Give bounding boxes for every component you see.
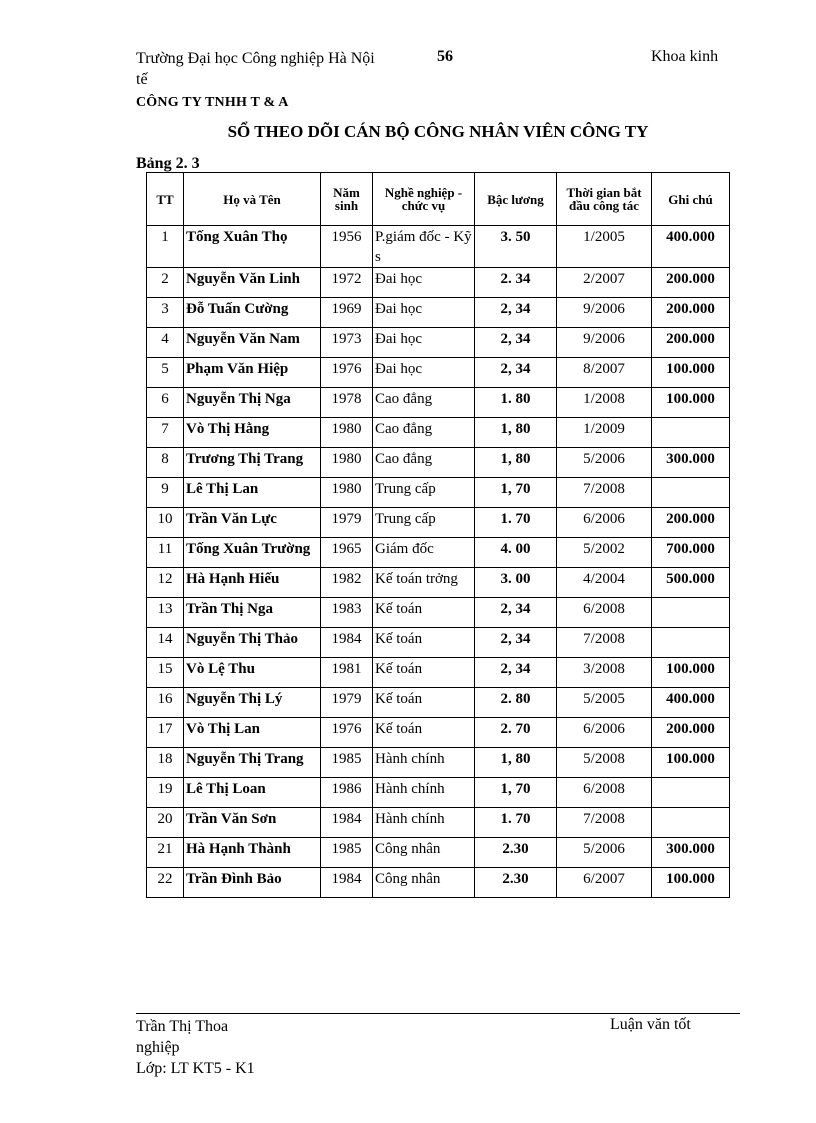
cell-tt: 4 bbox=[147, 328, 184, 358]
table-row bbox=[147, 718, 730, 748]
header-job: Nghề nghiệp - chức vụ bbox=[373, 173, 475, 226]
cell-level: 2. 80 bbox=[475, 688, 557, 718]
cell-job: Cao đẳng bbox=[373, 418, 475, 448]
cell-note bbox=[652, 598, 730, 628]
company-name: CÔNG TY TNHH T & A bbox=[136, 95, 289, 110]
cell-note: 200.000 bbox=[652, 268, 730, 298]
cell-year: 1982 bbox=[321, 568, 373, 598]
table-row bbox=[147, 448, 730, 478]
table-row bbox=[147, 838, 730, 868]
cell-name: Hà Hạnh Hiếu bbox=[184, 568, 321, 598]
cell-job: Hành chính bbox=[373, 778, 475, 808]
cell-job: Trung cấp bbox=[373, 508, 475, 538]
cell-name: Hà Hạnh Thành bbox=[184, 838, 321, 868]
cell-name: Tống Xuân Thọ bbox=[184, 226, 321, 268]
cell-year: 1965 bbox=[321, 538, 373, 568]
cell-name: Nguyễn Thị Trang bbox=[184, 748, 321, 778]
cell-job: Kế toán bbox=[373, 718, 475, 748]
cell-level: 2. 34 bbox=[475, 268, 557, 298]
cell-year: 1973 bbox=[321, 328, 373, 358]
cell-level: 3. 50 bbox=[475, 226, 557, 268]
cell-note: 100.000 bbox=[652, 748, 730, 778]
cell-name: Lê Thị Loan bbox=[184, 778, 321, 808]
table-row bbox=[147, 418, 730, 448]
cell-start: 7/2008 bbox=[557, 628, 652, 658]
cell-tt: 7 bbox=[147, 418, 184, 448]
cell-name: Vò Lệ Thu bbox=[184, 658, 321, 688]
table-row bbox=[147, 226, 730, 268]
cell-note bbox=[652, 418, 730, 448]
cell-year: 1979 bbox=[321, 508, 373, 538]
cell-start: 5/2002 bbox=[557, 538, 652, 568]
header-start: Thời gian bắt đầu công tác bbox=[557, 173, 652, 226]
cell-tt: 1 bbox=[147, 226, 184, 268]
cell-note: 100.000 bbox=[652, 358, 730, 388]
school-name: Trường Đại học Công nghiệp Hà Nội bbox=[136, 50, 375, 67]
cell-tt: 5 bbox=[147, 358, 184, 388]
cell-tt: 16 bbox=[147, 688, 184, 718]
cell-start: 2/2007 bbox=[557, 268, 652, 298]
cell-year: 1976 bbox=[321, 718, 373, 748]
header-tt: TT bbox=[147, 173, 184, 226]
cell-tt: 18 bbox=[147, 748, 184, 778]
cell-note: 700.000 bbox=[652, 538, 730, 568]
cell-year: 1976 bbox=[321, 358, 373, 388]
cell-tt: 2 bbox=[147, 268, 184, 298]
thesis-wrap-text: nghiệp bbox=[136, 1039, 180, 1056]
cell-job: Đai học bbox=[373, 268, 475, 298]
cell-job: P.giám đốc - Kỹ s bbox=[373, 226, 475, 268]
page-footer-author bbox=[136, 1016, 255, 1079]
cell-year: 1986 bbox=[321, 778, 373, 808]
table-row bbox=[147, 688, 730, 718]
cell-note bbox=[652, 628, 730, 658]
cell-job: Đai học bbox=[373, 358, 475, 388]
cell-note: 300.000 bbox=[652, 448, 730, 478]
cell-job: Cao đẳng bbox=[373, 448, 475, 478]
cell-level: 2, 34 bbox=[475, 358, 557, 388]
cell-note: 200.000 bbox=[652, 508, 730, 538]
cell-tt: 9 bbox=[147, 478, 184, 508]
cell-start: 6/2006 bbox=[557, 718, 652, 748]
cell-note: 100.000 bbox=[652, 388, 730, 418]
cell-tt: 11 bbox=[147, 538, 184, 568]
cell-level: 2, 34 bbox=[475, 328, 557, 358]
table-row bbox=[147, 868, 730, 898]
cell-level: 1. 80 bbox=[475, 388, 557, 418]
cell-level: 1. 70 bbox=[475, 508, 557, 538]
cell-job: Đai học bbox=[373, 328, 475, 358]
thesis-label: Luận văn tốt bbox=[610, 1016, 691, 1033]
table-row bbox=[147, 598, 730, 628]
cell-level: 1, 80 bbox=[475, 418, 557, 448]
cell-note bbox=[652, 478, 730, 508]
table-row bbox=[147, 628, 730, 658]
table-row bbox=[147, 658, 730, 688]
cell-start: 6/2007 bbox=[557, 868, 652, 898]
cell-tt: 14 bbox=[147, 628, 184, 658]
cell-name: Trần Văn Sơn bbox=[184, 808, 321, 838]
cell-note bbox=[652, 808, 730, 838]
table-row bbox=[147, 388, 730, 418]
cell-start: 5/2006 bbox=[557, 448, 652, 478]
cell-job: Kế toán bbox=[373, 598, 475, 628]
cell-start: 3/2008 bbox=[557, 658, 652, 688]
cell-level: 2.30 bbox=[475, 838, 557, 868]
cell-level: 1, 70 bbox=[475, 478, 557, 508]
cell-year: 1979 bbox=[321, 688, 373, 718]
table-row bbox=[147, 478, 730, 508]
cell-name: Nguyễn Văn Linh bbox=[184, 268, 321, 298]
cell-tt: 19 bbox=[147, 778, 184, 808]
cell-note: 400.000 bbox=[652, 688, 730, 718]
cell-note: 500.000 bbox=[652, 568, 730, 598]
cell-level: 2, 34 bbox=[475, 298, 557, 328]
cell-tt: 15 bbox=[147, 658, 184, 688]
cell-year: 1980 bbox=[321, 418, 373, 448]
cell-level: 1, 80 bbox=[475, 748, 557, 778]
cell-job: Đai học bbox=[373, 298, 475, 328]
cell-tt: 17 bbox=[147, 718, 184, 748]
header-note: Ghi chú bbox=[652, 173, 730, 226]
table-row bbox=[147, 358, 730, 388]
cell-start: 4/2004 bbox=[557, 568, 652, 598]
cell-level: 3. 00 bbox=[475, 568, 557, 598]
cell-job: Công nhân bbox=[373, 868, 475, 898]
cell-name: Nguyễn Thị Thảo bbox=[184, 628, 321, 658]
author-name: Trần Thị Thoa bbox=[136, 1018, 229, 1035]
cell-start: 9/2006 bbox=[557, 328, 652, 358]
cell-job: Kế toán bbox=[373, 628, 475, 658]
cell-tt: 10 bbox=[147, 508, 184, 538]
cell-name: Phạm Văn Hiệp bbox=[184, 358, 321, 388]
header-year: Năm sinh bbox=[321, 173, 373, 226]
cell-tt: 22 bbox=[147, 868, 184, 898]
table-row bbox=[147, 568, 730, 598]
cell-level: 2, 34 bbox=[475, 598, 557, 628]
cell-level: 2. 70 bbox=[475, 718, 557, 748]
cell-start: 7/2008 bbox=[557, 478, 652, 508]
cell-year: 1978 bbox=[321, 388, 373, 418]
cell-year: 1972 bbox=[321, 268, 373, 298]
cell-start: 8/2007 bbox=[557, 358, 652, 388]
cell-job: Kế toán bbox=[373, 688, 475, 718]
cell-name: Lê Thị Lan bbox=[184, 478, 321, 508]
cell-level: 2.30 bbox=[475, 868, 557, 898]
page-header-school bbox=[136, 48, 375, 90]
cell-start: 9/2006 bbox=[557, 298, 652, 328]
cell-note: 200.000 bbox=[652, 328, 730, 358]
cell-level: 2, 34 bbox=[475, 628, 557, 658]
cell-year: 1984 bbox=[321, 808, 373, 838]
cell-start: 5/2006 bbox=[557, 838, 652, 868]
cell-name: Trần Văn Lực bbox=[184, 508, 321, 538]
cell-name: Nguyễn Văn Nam bbox=[184, 328, 321, 358]
table-row bbox=[147, 538, 730, 568]
cell-start: 6/2008 bbox=[557, 778, 652, 808]
cell-year: 1984 bbox=[321, 628, 373, 658]
cell-note: 200.000 bbox=[652, 718, 730, 748]
cell-year: 1984 bbox=[321, 868, 373, 898]
cell-tt: 13 bbox=[147, 598, 184, 628]
cell-name: Nguyễn Thị Lý bbox=[184, 688, 321, 718]
cell-name: Trần Thị Nga bbox=[184, 598, 321, 628]
cell-note: 200.000 bbox=[652, 298, 730, 328]
cell-note: 100.000 bbox=[652, 658, 730, 688]
cell-tt: 12 bbox=[147, 568, 184, 598]
header-level: Bậc lương bbox=[475, 173, 557, 226]
cell-level: 1. 70 bbox=[475, 808, 557, 838]
cell-job: Kế toán trởng bbox=[373, 568, 475, 598]
cell-job: Hành chính bbox=[373, 808, 475, 838]
cell-tt: 6 bbox=[147, 388, 184, 418]
cell-start: 7/2008 bbox=[557, 808, 652, 838]
cell-name: Trần Đình Bảo bbox=[184, 868, 321, 898]
cell-year: 1969 bbox=[321, 298, 373, 328]
footer-divider bbox=[136, 1013, 740, 1014]
staff-table-body bbox=[147, 226, 730, 898]
cell-start: 6/2006 bbox=[557, 508, 652, 538]
cell-job: Trung cấp bbox=[373, 478, 475, 508]
table-row bbox=[147, 268, 730, 298]
cell-job: Hành chính bbox=[373, 748, 475, 778]
cell-name: Vò Thị Lan bbox=[184, 718, 321, 748]
table-row bbox=[147, 808, 730, 838]
table-row bbox=[147, 778, 730, 808]
table-caption: Bảng 2. 3 bbox=[136, 155, 200, 172]
cell-year: 1983 bbox=[321, 598, 373, 628]
cell-name: Vò Thị Hằng bbox=[184, 418, 321, 448]
cell-level: 4. 00 bbox=[475, 538, 557, 568]
page-number: 56 bbox=[437, 48, 453, 65]
cell-name: Trương Thị Trang bbox=[184, 448, 321, 478]
cell-year: 1981 bbox=[321, 658, 373, 688]
cell-note bbox=[652, 778, 730, 808]
cell-start: 1/2005 bbox=[557, 226, 652, 268]
cell-name: Đỗ Tuấn Cường bbox=[184, 298, 321, 328]
faculty-name: Khoa kinh bbox=[651, 48, 719, 65]
class-name: Lớp: LT KT5 - K1 bbox=[136, 1060, 255, 1077]
cell-start: 5/2005 bbox=[557, 688, 652, 718]
cell-note: 300.000 bbox=[652, 838, 730, 868]
cell-job: Kế toán bbox=[373, 658, 475, 688]
cell-start: 1/2008 bbox=[557, 388, 652, 418]
cell-tt: 20 bbox=[147, 808, 184, 838]
cell-level: 2, 34 bbox=[475, 658, 557, 688]
faculty-wrap-text: tế bbox=[136, 71, 148, 88]
document-title: SỔ THEO DÕI CÁN BỘ CÔNG NHÂN VIÊN CÔNG TY bbox=[227, 122, 649, 141]
cell-name: Tống Xuân Trường bbox=[184, 538, 321, 568]
cell-tt: 8 bbox=[147, 448, 184, 478]
cell-year: 1980 bbox=[321, 478, 373, 508]
cell-year: 1985 bbox=[321, 748, 373, 778]
cell-note: 100.000 bbox=[652, 868, 730, 898]
table-row bbox=[147, 508, 730, 538]
cell-level: 1, 70 bbox=[475, 778, 557, 808]
cell-year: 1956 bbox=[321, 226, 373, 268]
table-row bbox=[147, 328, 730, 358]
cell-start: 6/2008 bbox=[557, 598, 652, 628]
cell-job: Cao đẳng bbox=[373, 388, 475, 418]
staff-table bbox=[146, 172, 730, 898]
cell-tt: 3 bbox=[147, 298, 184, 328]
table-row bbox=[147, 298, 730, 328]
cell-start: 5/2008 bbox=[557, 748, 652, 778]
cell-name: Nguyễn Thị Nga bbox=[184, 388, 321, 418]
cell-job: Giám đốc bbox=[373, 538, 475, 568]
cell-note: 400.000 bbox=[652, 226, 730, 268]
table-header-row bbox=[147, 173, 730, 226]
table-row bbox=[147, 748, 730, 778]
cell-year: 1985 bbox=[321, 838, 373, 868]
header-name: Họ và Tên bbox=[184, 173, 321, 226]
cell-tt: 21 bbox=[147, 838, 184, 868]
cell-start: 1/2009 bbox=[557, 418, 652, 448]
cell-year: 1980 bbox=[321, 448, 373, 478]
cell-job: Công nhân bbox=[373, 838, 475, 868]
cell-level: 1, 80 bbox=[475, 448, 557, 478]
